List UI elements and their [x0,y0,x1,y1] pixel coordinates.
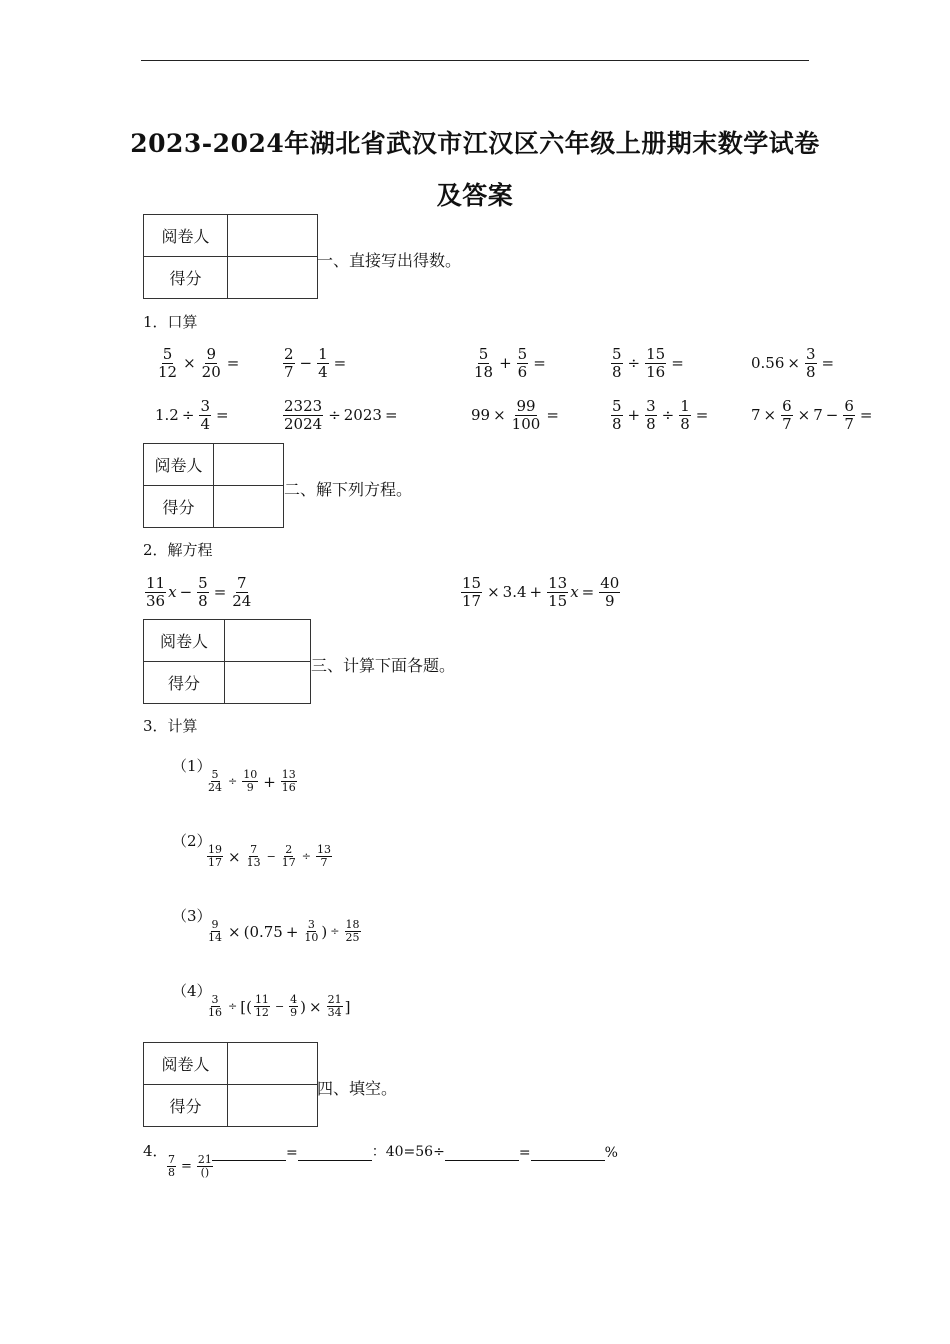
mental-calc-item: $\frac{5}{18}$ + $\frac{5}{6}$ = [474,345,546,381]
section-heading: 一、直接写出得数。 [317,251,462,270]
answer-blank[interactable] [212,1146,286,1161]
reviewer-cell [228,1043,318,1085]
equation: $\frac{11}{36}$ x − $\frac{5}{8}$ = $\frac{7}{24}$ [146,574,252,610]
mental-calc-item: 7 × $\frac{6}{7}$ × 7 − $\frac{6}{7}$ = [751,397,873,433]
equation: $\frac{15}{17}$ × 3.4 + $\frac{13}{15}$ x = $\frac{40}{9}$ [462,574,620,610]
fill-fraction: $\frac{7}{8}$ = $\frac{21}{()}$ [168,1153,212,1180]
calc-expression: $\frac{3}{16}$ ÷ [( $\frac{11}{12}$ − $\frac{4}{9}$ ) × $\frac{21}{34}$ ] [208,993,351,1020]
score-cell [228,257,318,299]
score-box [143,619,311,704]
score-box [143,214,318,299]
mental-calc-item: $\frac{2}{7}$ − $\frac{1}{4}$ = [284,345,347,381]
calc-expression: $\frac{5}{24}$ ÷ $\frac{10}{9}$ + $\frac{13}{16}$ [208,768,296,795]
score-label: 得分 [144,486,214,528]
score-cell [228,1085,318,1127]
section-heading: 二、解下列方程。 [284,480,413,499]
score-label: 得分 [144,662,225,704]
sub-question-number: （3） [172,907,212,925]
score-cell [225,662,311,704]
answer-blank[interactable] [298,1146,372,1161]
reviewer-label: 阅卷人 [144,215,228,257]
mental-calc-item: $\frac{2323}{2024}$ ÷ 2023 = [284,397,398,433]
question-label: 2．解方程 [143,541,213,559]
score-box [143,443,284,528]
mental-calc-item: $\frac{5}{8}$ ÷ $\frac{15}{16}$ = [612,345,684,381]
mental-calc-item: 99 × $\frac{99}{100}$ = [471,397,559,433]
score-box [143,1042,318,1127]
answer-blank[interactable] [531,1146,605,1161]
sub-question-number: （1） [172,757,212,775]
question-label: 1．口算 [143,313,198,331]
calc-expression: $\frac{9}{14}$ × ( 0.75 + $\frac{3}{10}$ ) ÷ $\frac{18}{25}$ [208,918,360,945]
fill-in-row: = ：40=56÷ = % [212,1141,618,1161]
calc-expression: $\frac{19}{17}$ × $\frac{7}{13}$ − $\frac{2}{17}$ ÷ $\frac{13}{7}$ [208,843,332,870]
header-rule [141,60,809,61]
score-label: 得分 [144,257,228,299]
mental-calc-item: 0.56 × $\frac{3}{8}$ = [751,345,835,381]
sub-question-number: （4） [172,982,212,1000]
mental-calc-item: $\frac{5}{8}$ + $\frac{3}{8}$ ÷ $\frac{1}{8}$ = [612,397,709,433]
reviewer-label: 阅卷人 [144,1043,228,1085]
section-heading: 三、计算下面各题。 [311,656,456,675]
score-label: 得分 [144,1085,228,1127]
score-cell [214,486,284,528]
mental-calc-item: $\frac{5}{12}$ × $\frac{9}{20}$ = [158,345,240,381]
question-label: 4． [143,1142,168,1160]
answer-blank[interactable] [445,1146,519,1161]
question-label: 3．计算 [143,717,198,735]
reviewer-cell [228,215,318,257]
page-title: 2023-2024年湖北省武汉市江汉区六年级上册期末数学试卷 [130,129,820,158]
reviewer-label: 阅卷人 [144,444,214,486]
reviewer-cell [225,620,311,662]
sub-question-number: （2） [172,832,212,850]
section-heading: 四、填空。 [317,1079,398,1098]
reviewer-cell [214,444,284,486]
mental-calc-item: 1.2 ÷ $\frac{3}{4}$ = [155,397,229,433]
reviewer-label: 阅卷人 [144,620,225,662]
page-title-line2: 及答案 [436,181,514,210]
